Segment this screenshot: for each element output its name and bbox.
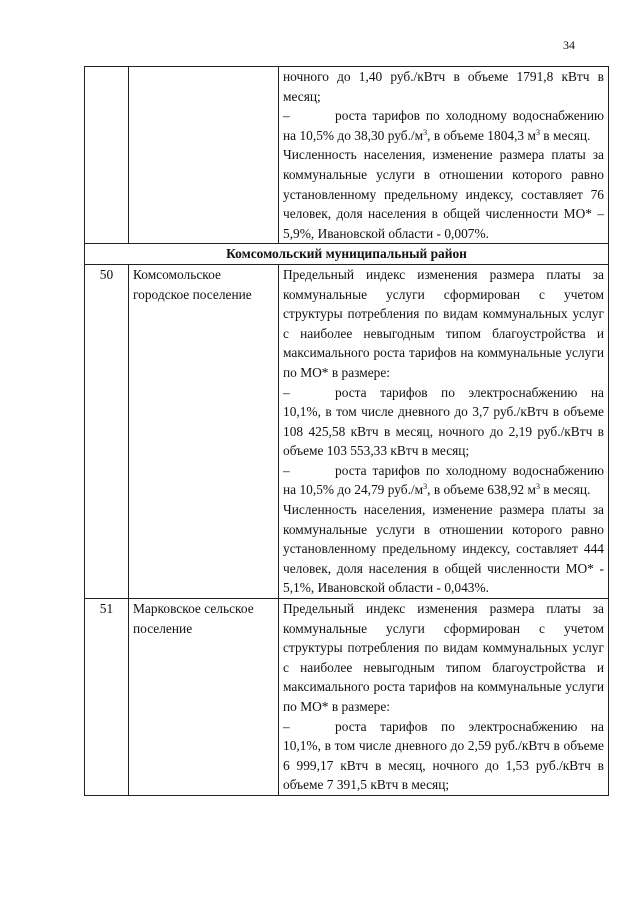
population-text: Численность населения, изменение размера платы за коммунальные услуги в отношении которого равно установленному предельному индексу, составляет 444 человек, доля населения в общей численности МО* - 5,1%, Ивановской области - 0,043%. [283,502,604,596]
section-header-row [85,244,609,265]
description-cell [279,67,609,244]
electricity-tariff-item: – роста тарифов по электроснабжению на 10,1%, в том числе дневного до 3,7 руб./кВтч в объеме 108 425,58 кВтч в месяц, ночного до 2,19 руб./кВтч в объеме 103 553,33 кВтч в месяц; [283,384,604,459]
municipality-name-cell: Комсомольское городское поселение [129,264,279,598]
electricity-tariff-item: – роста тарифов по электроснабжению на 10,1%, в том числе дневного до 2,59 руб./кВтч в объеме 6 999,17 кВтч в месяц, ночного до 1,53 руб./кВтч в объеме 7 391,5 кВтч в месяц; [283,718,604,793]
table-row [85,599,609,796]
page-number: 34 [563,38,575,52]
list-dash: – [283,108,290,124]
population-text: Численность населения, изменение размера платы за коммунальные услуги в отношении которого равно установленному предельному индексу, составляет 76 человек, доля населения в общей численности МО* – 5,9%, Ивановской области - 0,007%. [283,147,604,241]
row-number-cell [85,67,129,244]
electricity-night-tariff-text: ночного до 1,40 руб./кВтч в объеме 1791,8 кВтч в месяц; [283,69,604,104]
index-intro-text: Предельный индекс изменения размера платы за коммунальные услуги сформирован с учетом структуры потребления по видам коммунальных услуг с наиболее невыгодным типом благоустройства и максимального роста тарифов на коммунальные услуги по МО* в размере: [283,266,604,380]
municipality-name-cell: Марковское сельское поселение [129,599,279,796]
table-row-continued [85,67,609,244]
row-number-cell: 50 [85,264,129,598]
row-number-cell: 51 [85,599,129,796]
list-dash: – [283,462,290,478]
water-tariff-item: – роста тарифов по холодному водоснабжению на 10,5% до 24,79 $руб./м^3$, в объеме 638,92 $м^3$ в месяц. [283,462,604,498]
municipality-name-cell [129,67,279,244]
index-intro-text: Предельный индекс изменения размера платы за коммунальные услуги сформирован с учетом структуры потребления по видам коммунальных услуг с наиболее невыгодным типом благоустройства и максимального роста тарифов на коммунальные услуги по МО* в размере: [283,601,604,714]
list-dash: – [283,384,290,400]
list-dash: – [283,718,290,734]
tariff-table [84,66,609,796]
description-cell [279,264,609,598]
water-tariff-item: – роста тарифов по холодному водоснабжению на 10,5% до 38,30 $руб./м^3$, в объеме 1804,3 $м^3$ в месяц. [283,108,604,143]
district-heading: Комсомольский муниципальный район [85,244,609,265]
table-row [85,264,609,598]
description-cell [279,599,609,796]
